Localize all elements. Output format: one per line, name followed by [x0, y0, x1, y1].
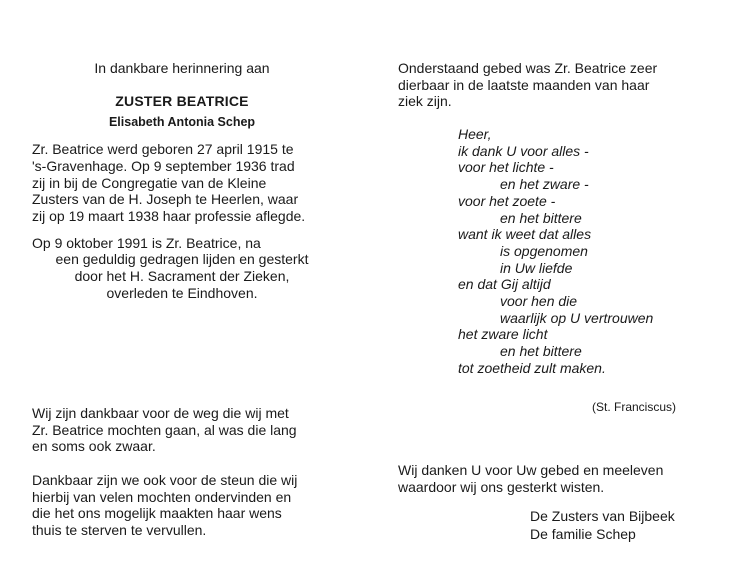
text-line: hierbij van velen mochten ondervinden en	[32, 488, 292, 505]
prayer-line: en het zware -	[500, 176, 589, 193]
text-line: Op 9 oktober 1991 is Zr. Beatrice, na	[32, 234, 261, 251]
prayer-line: is opgenomen	[500, 242, 588, 259]
prayer-line: want ik weet dat alles	[458, 226, 592, 243]
text-line: Zr. Beatrice mochten gaan, al was die lang	[32, 421, 297, 438]
prayer-line: in Uw liefde	[500, 259, 573, 276]
support-paragraph	[32, 472, 332, 539]
prayer-line: voor het lichte -	[458, 159, 554, 176]
intro-text: In dankbare herinnering aan	[94, 60, 270, 76]
text-line: 's-Gravenhage. Op 9 september 1936 trad	[32, 157, 295, 174]
text-line: dierbaar in de laatste maanden van haar	[398, 76, 650, 93]
signature-block	[530, 507, 675, 543]
text-line: zij in bij de Congregatie van de Kleine	[32, 174, 267, 191]
text-line: overleden te Eindhoven.	[106, 284, 258, 301]
prayer-line: voor hen die	[500, 293, 578, 310]
prayer-line: waarlijk op U vertrouwen	[500, 309, 654, 326]
prayer-line: Heer,	[458, 126, 492, 142]
prayer-text	[458, 126, 653, 377]
signature-line: De familie Schep	[530, 526, 636, 542]
prayer-attribution: (St. Franciscus)	[592, 400, 677, 414]
text-line: Zusters van de H. Joseph te Heerlen, waar	[32, 191, 299, 208]
text-line: en soms ook zwaar.	[32, 438, 156, 455]
text-line: thuis te sterven te vervullen.	[32, 522, 207, 539]
text-line: ziek zijn.	[398, 93, 452, 110]
prayer-line: voor het zoete -	[458, 192, 556, 209]
text-line: Zr. Beatrice werd geboren 27 april 1915 te	[32, 141, 294, 158]
signature-line: De Zusters van Bijbeek	[530, 508, 675, 524]
text-line: Onderstaand gebed was Zr. Beatrice zeer	[398, 60, 658, 76]
prayer-line: het zware licht	[458, 326, 548, 343]
thanks-paragraph	[398, 462, 698, 495]
full-name: Elisabeth Antonia Schep	[108, 115, 256, 130]
text-line: Dankbaar zijn we ook voor de steun die wij	[32, 472, 298, 488]
prayer-line: tot zoetheid zult maken.	[458, 359, 606, 376]
text-line: Wij danken U voor Uw gebed en meeleven	[398, 462, 664, 478]
name-title: ZUSTER BEATRICE	[115, 92, 249, 109]
death-paragraph	[32, 235, 332, 302]
biography-paragraph	[32, 141, 332, 225]
text-line: een geduldig gedragen lijden en gesterkt	[55, 251, 309, 268]
prayer-intro	[398, 60, 698, 110]
prayer-line: en het bittere	[500, 209, 582, 226]
gratitude-paragraph	[32, 405, 332, 455]
text-line: Wij zijn dankbaar voor de weg die wij met	[32, 405, 289, 421]
prayer-line: en dat Gij altijd	[458, 276, 551, 293]
left-column	[32, 60, 332, 301]
text-line: zij op 19 maart 1938 haar professie aflegde.	[32, 207, 306, 224]
text-line: waardoor wij ons gesterkt wisten.	[398, 478, 605, 495]
text-line: die het ons mogelijk maakten haar wens	[32, 505, 282, 522]
prayer-line: en het bittere	[500, 343, 582, 360]
prayer-line: ik dank U voor alles -	[458, 142, 589, 159]
text-line: door het H. Sacrament der Zieken,	[74, 268, 290, 285]
